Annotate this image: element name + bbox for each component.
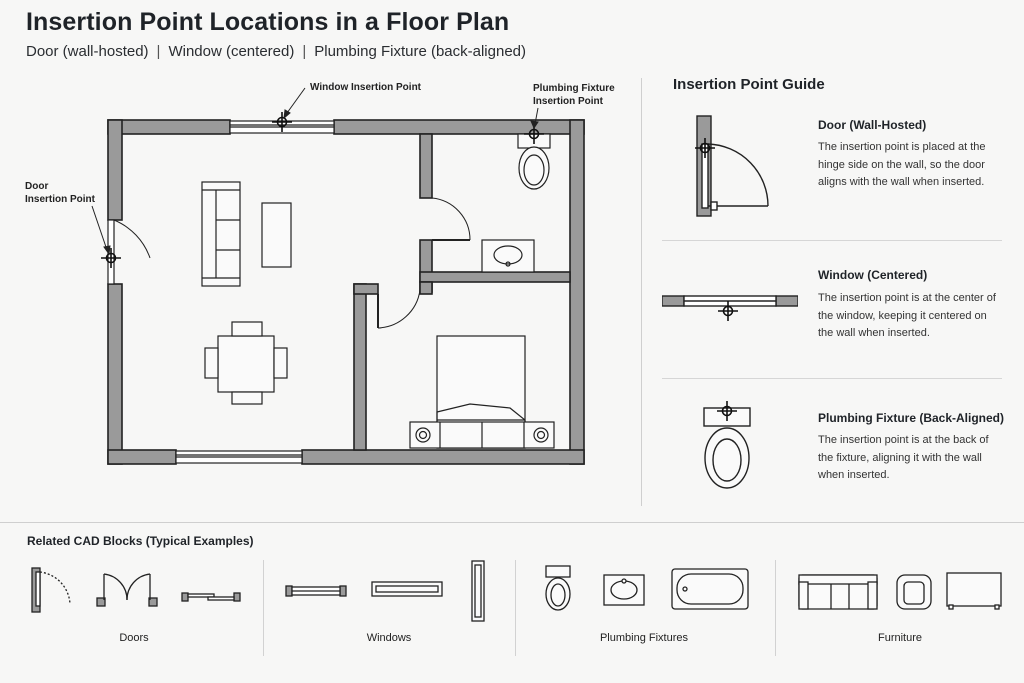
coffee-table	[262, 203, 291, 267]
window-block-wide	[371, 580, 443, 598]
wall-bed-left	[354, 284, 366, 450]
subtitle-separator: |	[302, 43, 307, 60]
door-leader	[92, 206, 107, 250]
page-title: Insertion Point Locations in a Floor Plan	[26, 8, 510, 36]
subtitle-door: Door (wall-hosted)	[26, 43, 149, 60]
entrance-door-swing	[114, 220, 150, 258]
guide-toilet-icon	[700, 400, 756, 492]
subtitle-window: Window (centered)	[168, 43, 295, 60]
category-label-plumbing: Plumbing Fixtures	[599, 632, 689, 644]
category-divider	[263, 560, 264, 656]
wall-left-upper	[108, 120, 122, 220]
plumbing-callout-line1: Plumbing Fixture	[533, 83, 615, 94]
plumbing-callout	[533, 82, 615, 108]
plumbing-block-bathtub	[671, 568, 749, 610]
guide-door-heading: Door (Wall-Hosted)	[818, 118, 927, 132]
plumbing-block-toilet	[543, 564, 573, 612]
category-label-windows: Windows	[366, 632, 412, 644]
door-block-sliding	[181, 590, 241, 604]
wall-top-right	[334, 120, 584, 134]
guide-plumbing-heading: Plumbing Fixture (Back-Aligned)	[818, 411, 1005, 425]
guide-divider	[662, 378, 1002, 379]
subtitle-plumbing: Plumbing Fixture (back-aligned)	[314, 43, 527, 60]
window-callout: Window Insertion Point	[310, 82, 422, 93]
dining-table	[218, 336, 274, 392]
window-leader	[287, 88, 305, 113]
wall-bed-top	[354, 284, 378, 294]
wall-bottom-left	[108, 450, 176, 464]
guide-title: Insertion Point Guide	[673, 76, 825, 93]
plan-sink	[482, 240, 534, 272]
category-label-furniture: Furniture	[877, 632, 923, 644]
guide-plumbing-body: The insertion point is at the back of the fixture, aligning it with the wall when inserted.	[818, 434, 989, 481]
guide-window-icon	[662, 290, 798, 326]
wall-bottom-right	[302, 450, 584, 464]
plumbing-callout-line2: Insertion Point	[533, 96, 603, 107]
guide-window-body: The insertion point is at the center of the window, keeping it centered on the wall when inserted.	[818, 292, 996, 339]
door-block-double	[96, 570, 158, 610]
wall-hall-piece	[420, 282, 432, 294]
door-callout	[25, 180, 95, 206]
door-insertion-marker	[101, 248, 121, 268]
wall-bath-bottom	[420, 272, 570, 282]
wall-left-lower	[108, 284, 122, 464]
furniture-block-table	[946, 572, 1002, 610]
bath-door-swing	[432, 198, 470, 240]
furniture-block-sofa	[798, 574, 878, 610]
category-label-doors: Doors	[119, 632, 149, 644]
plumbing-block-sink	[603, 574, 645, 606]
window-block-thin	[285, 584, 347, 598]
furniture-block-armchair	[896, 574, 932, 610]
category-divider	[515, 560, 516, 656]
category-divider	[775, 560, 776, 656]
guide-door-icon	[690, 112, 780, 220]
bottom-section-divider	[0, 522, 1024, 523]
section-divider	[641, 78, 642, 506]
door-callout-line1: Door	[25, 181, 49, 192]
subtitle-separator: |	[156, 43, 161, 60]
door-callout-line2: Insertion Point	[25, 194, 95, 205]
related-title: Related CAD Blocks (Typical Examples)	[27, 534, 254, 548]
wall-top-left	[108, 120, 230, 134]
guide-window-heading: Window (Centered)	[818, 268, 928, 282]
door-block-single	[30, 566, 72, 614]
sofa	[202, 182, 240, 286]
guide-door-body: The insertion point is placed at the hinge side on the wall, so the door aligns with the wall when inserted.	[818, 141, 986, 188]
wall-bath-left-upper	[420, 134, 432, 198]
guide-divider	[662, 240, 1002, 241]
wall-right	[570, 120, 584, 464]
window-block-vertical	[470, 560, 486, 622]
floor-plan-diagram	[0, 0, 640, 520]
bed-door-swing	[378, 290, 420, 328]
